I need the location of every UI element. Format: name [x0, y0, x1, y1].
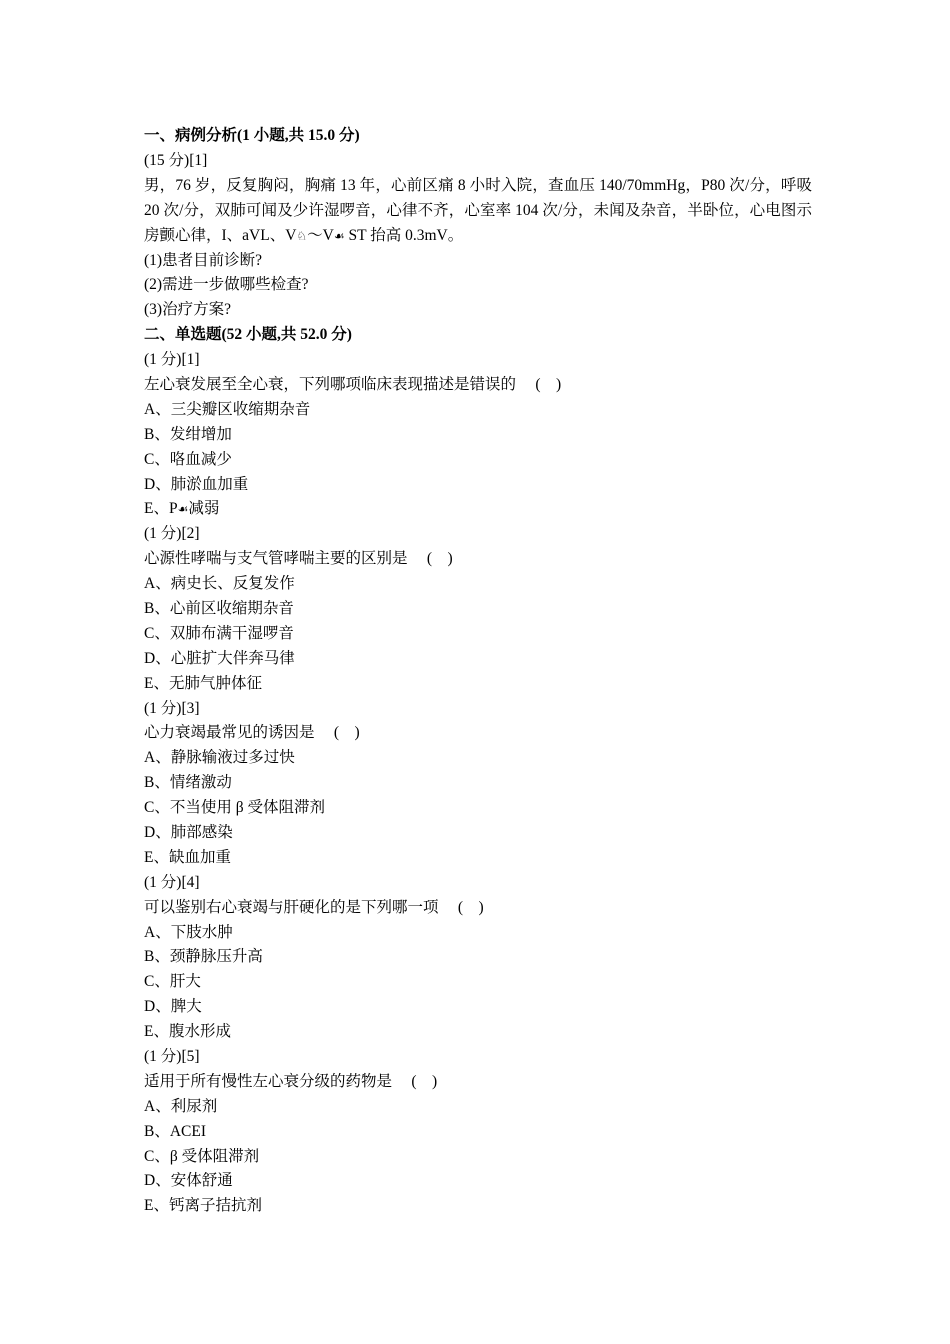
question-stem: 可以鉴别右心衰竭与肝硬化的是下列哪一项 ( )	[144, 898, 484, 916]
case-question: (2)需进一步做哪些检查?	[144, 276, 309, 294]
question-score: (1 分)[4]	[144, 873, 200, 891]
answer-option: A、病史长、反复发作	[144, 575, 295, 593]
question-score: (1 分)[1]	[144, 351, 200, 369]
answer-option: D、心脏扩大伴奔马律	[144, 649, 295, 667]
answer-option: D、安体舒通	[144, 1172, 233, 1190]
answer-option	[144, 497, 812, 522]
answer-option: A、静脉输液过多过快	[144, 749, 295, 767]
answer-option: D、脾大	[144, 998, 202, 1016]
answer-option: D、肺部感染	[144, 823, 233, 841]
question-score: (1 分)[3]	[144, 699, 200, 717]
answer-option: A、三尖瓣区收缩期杂音	[144, 400, 311, 418]
answer-option: B、颈静脉压升高	[144, 948, 263, 966]
answer-option: C、不当使用 β 受体阻滞剂	[144, 799, 325, 817]
question-stem: 左心衰发展至全心衰，下列哪项临床表现描述是错误的 ( )	[144, 375, 562, 393]
section-heading-single-choice: 二、单选题(52 小题,共 52.0 分)	[144, 326, 352, 344]
garbled-symbol-icon: ☙	[177, 502, 189, 517]
answer-option: B、发绀增加	[144, 425, 232, 443]
question-stem: 心力衰竭最常见的诱因是 ( )	[144, 724, 360, 742]
document-page	[144, 124, 812, 1219]
case-question: (1)患者目前诊断?	[144, 251, 262, 269]
answer-option: A、下肢水肿	[144, 923, 233, 941]
question-stem: 心源性哮喘与支气管哮喘主要的区别是 ( )	[144, 550, 453, 568]
section-heading-case-analysis: 一、病例分析(1 小题,共 15.0 分)	[144, 127, 360, 144]
answer-option: B、情绪激动	[144, 774, 232, 792]
answer-option: E、无肺气肿体征	[144, 674, 262, 692]
answer-option: E、腹水形成	[144, 1023, 231, 1041]
answer-option: B、ACEI	[144, 1122, 207, 1140]
answer-option: C、肝大	[144, 973, 201, 991]
case-text: 男，76 岁，反复胸闷，胸痛 13 年，心前区痛 8 小时入院，查血压 140/70mmHg，P80 次/分，呼吸 20 次/分，双肺可闻及少许湿啰音，心律不齐，心室率 104 次/分，未闻及杂音，半卧位，心电图示房颤心律，I、aVL、V	[144, 176, 812, 244]
answer-option: D、肺淤血加重	[144, 475, 249, 493]
answer-option: B、心前区收缩期杂音	[144, 599, 294, 617]
garbled-symbol-icon: ♘	[296, 228, 308, 243]
answer-option: E、钙离子拮抗剂	[144, 1197, 262, 1215]
answer-option: A、利尿剂	[144, 1097, 218, 1115]
option-text: 减弱	[188, 500, 220, 518]
case-question: (3)治疗方案?	[144, 301, 231, 319]
answer-option: C、β 受体阻滞剂	[144, 1147, 260, 1165]
answer-option: C、双肺布满干湿啰音	[144, 624, 294, 642]
question-stem: 适用于所有慢性左心衰分级的药物是 ( )	[144, 1072, 438, 1090]
answer-option: C、咯血减少	[144, 450, 232, 468]
garbled-symbol-icon: ☙	[333, 228, 345, 243]
case-description	[144, 174, 812, 249]
question-score: (1 分)[5]	[144, 1048, 200, 1065]
case-text: ～V	[307, 226, 334, 244]
case-text: ST 抬高 0.3mV。	[344, 226, 464, 244]
option-text: E、P	[144, 500, 178, 518]
question-score: (15 分)[1]	[144, 151, 208, 169]
answer-option: E、缺血加重	[144, 848, 231, 866]
question-score: (1 分)[2]	[144, 525, 200, 543]
